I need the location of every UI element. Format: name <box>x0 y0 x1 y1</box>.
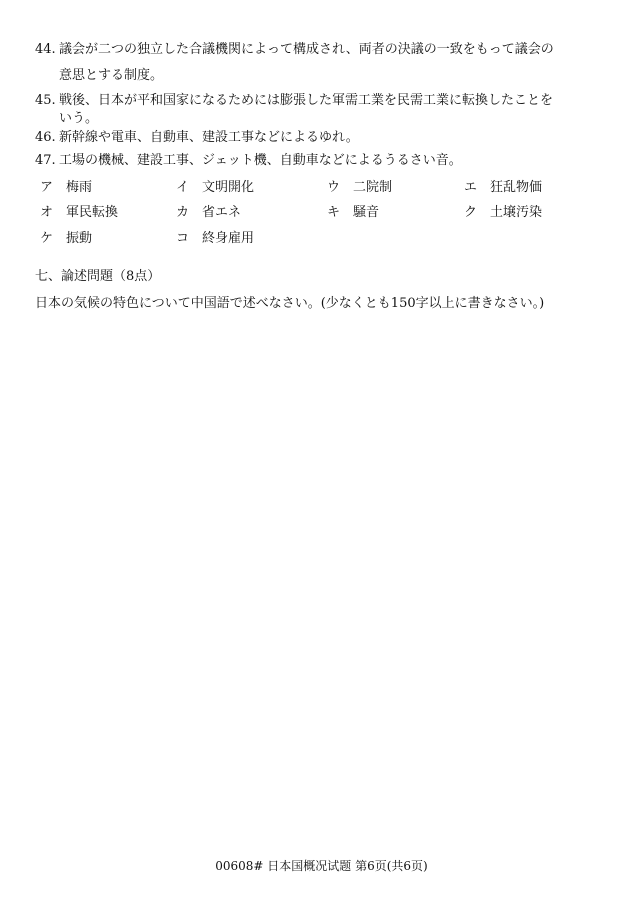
page-footer: 00608# 日本国概况试题 第6页(共6页) <box>215 859 428 873</box>
option-label: 土壌汚染 <box>490 205 543 220</box>
question-45 <box>35 91 553 110</box>
option-key: キ <box>327 205 341 220</box>
section-7-title: 七、論述問題（8点） <box>35 269 161 284</box>
option-key: コ <box>176 231 190 246</box>
option-label: 文明開化 <box>202 180 255 195</box>
option-ko <box>176 229 254 248</box>
option-ke <box>40 229 92 248</box>
question-44 <box>35 40 554 59</box>
option-u <box>327 178 392 197</box>
option-label: 軍民転換 <box>66 205 119 220</box>
option-key: ア <box>40 180 54 195</box>
option-ku <box>464 203 542 222</box>
option-key: オ <box>40 205 54 220</box>
option-key: エ <box>464 180 478 195</box>
question-number: 46. <box>35 130 56 145</box>
question-text: 議会が二つの独立した合議機関によって構成され、両者の決議の一致をもって議会の <box>59 42 554 57</box>
option-key: ク <box>464 205 478 220</box>
question-45-continuation: いう。 <box>59 111 99 126</box>
option-o <box>40 203 118 222</box>
option-label: 振動 <box>66 231 93 246</box>
option-label: 終身雇用 <box>202 231 255 246</box>
question-number: 44. <box>35 42 56 57</box>
option-key: ケ <box>40 231 54 246</box>
option-e <box>464 178 542 197</box>
option-ki <box>327 203 379 222</box>
option-key: カ <box>176 205 190 220</box>
question-44-continuation: 意思とする制度。 <box>59 68 164 83</box>
option-label: 省エネ <box>202 205 242 220</box>
question-46 <box>35 128 359 147</box>
question-number: 45. <box>35 93 56 108</box>
option-i <box>176 178 254 197</box>
question-text: 工場の機械、建設工事、ジェット機、自動車などによるうるさい音。 <box>59 153 462 168</box>
section-7-prompt: 日本の気候の特色について中国語で述べなさい。(少なくとも150字以上に書きなさい。) <box>35 296 545 311</box>
option-label: 狂乱物価 <box>490 180 543 195</box>
option-key: イ <box>176 180 190 195</box>
question-text: 新幹線や電車、自動車、建設工事などによるゆれ。 <box>59 130 359 145</box>
option-label: 梅雨 <box>66 180 93 195</box>
option-label: 騒音 <box>353 205 380 220</box>
option-key: ウ <box>327 180 341 195</box>
question-47 <box>35 151 462 170</box>
option-ka <box>176 203 241 222</box>
question-text: 戦後、日本が平和国家になるためには膨張した軍需工業を民需工業に転換したことを <box>59 93 554 108</box>
option-a <box>40 178 92 197</box>
question-number: 47. <box>35 153 56 168</box>
option-label: 二院制 <box>353 180 393 195</box>
